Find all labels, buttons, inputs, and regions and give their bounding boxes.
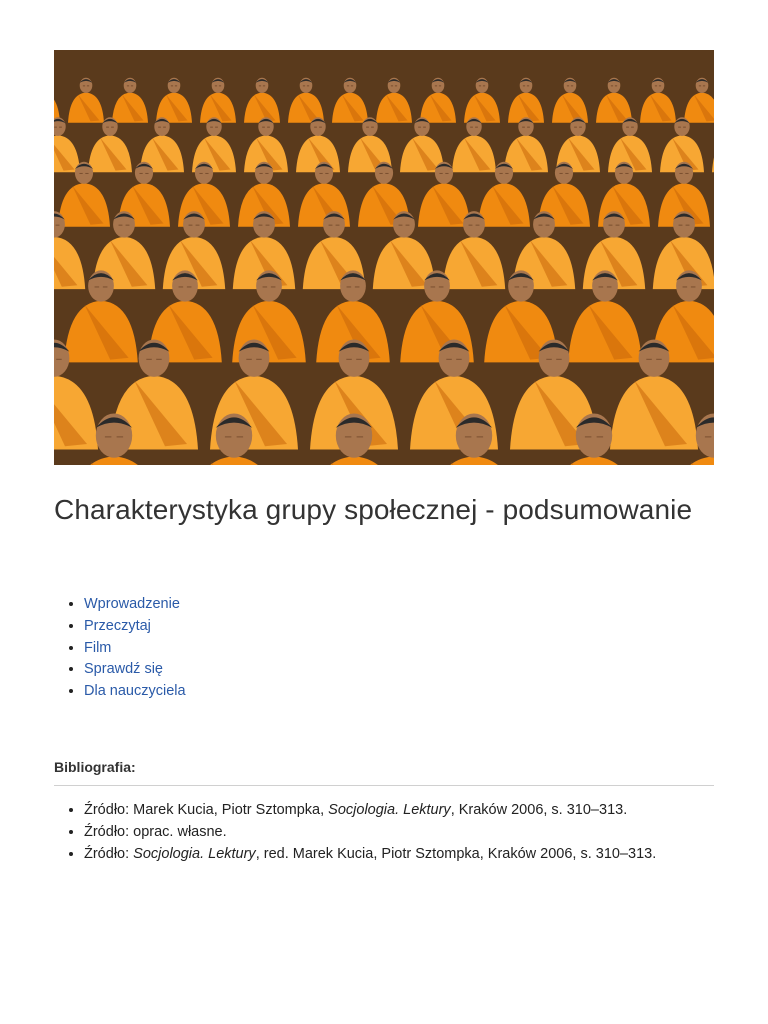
toc-item-read <box>84 616 186 638</box>
toc-link-wprowadzenie[interactable]: Wprowadzenie <box>84 596 180 612</box>
bibliography-list <box>54 800 656 865</box>
bibliography-item: • Źródło: oprac. własne. <box>84 822 656 844</box>
bibliography-item: • Źródło: Socjologia. Lektury, red. Marek Kucia, Piotr Sztompka, Kraków 2006, s. 310–313. <box>84 844 656 866</box>
toc-link-sprawdz-sie[interactable]: Sprawdź się <box>84 661 163 678</box>
bibliography-item: • Źródło: Marek Kucia, Piotr Sztompka, Socjologia. Lektury, Kraków 2006, s. 310–313. <box>84 800 656 822</box>
divider <box>54 785 714 786</box>
hero-image <box>54 50 714 465</box>
table-of-contents <box>54 594 186 703</box>
monks-photo-icon <box>54 50 714 465</box>
bibliography-heading: Bibliografia: <box>54 759 136 775</box>
toc-link-dla-nauczyciela[interactable]: Dla nauczyciela <box>84 683 186 700</box>
toc-item-teacher <box>84 681 186 703</box>
toc-link-przeczytaj[interactable]: Przeczytaj <box>84 617 151 634</box>
page-title: Charakterystyka grupy społecznej - podsumowanie <box>54 494 693 525</box>
toc-item-check <box>84 659 186 681</box>
toc-item-film <box>84 638 186 660</box>
toc-item-intro <box>84 594 186 616</box>
toc-link-film[interactable]: Film <box>84 639 112 656</box>
